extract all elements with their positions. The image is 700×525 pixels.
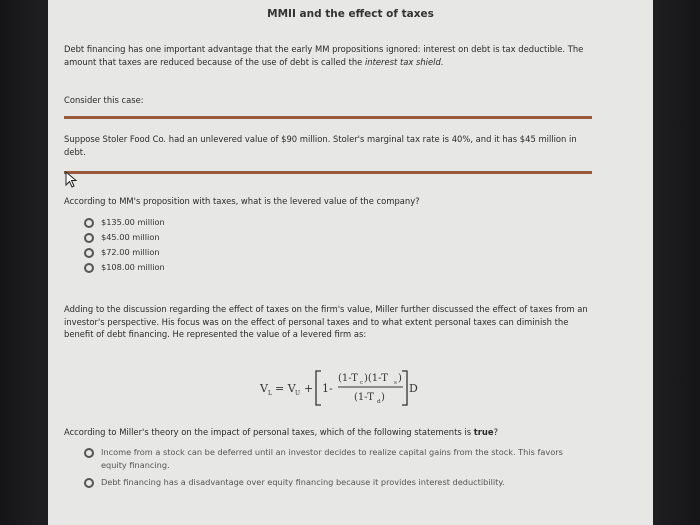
q1-option-4[interactable] <box>84 261 165 274</box>
q1-option-3[interactable] <box>84 246 160 259</box>
formula-num-a: (1-T <box>338 373 358 384</box>
formula-lhs-sub: L <box>268 390 272 397</box>
formula-eq: = V <box>275 382 296 395</box>
radio-icon[interactable] <box>84 218 94 228</box>
intro-paragraph <box>64 43 586 68</box>
question-panel <box>48 0 653 525</box>
formula-v-sub: U <box>295 390 301 397</box>
page-title: MMII and the effect of taxes <box>267 8 434 20</box>
formula-d: D <box>409 382 418 395</box>
formula-den-sub: d <box>377 399 381 405</box>
mouse-cursor-icon <box>65 171 79 188</box>
radio-icon[interactable] <box>84 478 94 488</box>
q1-option-2[interactable] <box>84 231 160 244</box>
miller-paragraph: Adding to the discussion regarding the effect of taxes on the firm's value, Miller further discussed the effect of taxes from an investor's perspective. His focus was on the effect of personal taxes and to what extent personal taxes can diminish the benefit of debt financing. He represented the value of a levered firm as: <box>64 304 588 339</box>
radio-icon[interactable] <box>84 248 94 258</box>
formula-num-sub-s: s <box>394 380 397 386</box>
q2-option-2-label: Debt financing has a disadvantage over equity financing because it provides interest deductibility. <box>101 477 505 488</box>
radio-icon[interactable] <box>84 233 94 243</box>
divider-bottom <box>64 171 592 174</box>
intro-text: Debt financing has one important advantage that the early MM propositions ignored: interest on debt is tax deductible. The amount that taxes are reduced because of the use of debt is called the <box>64 44 584 67</box>
formula-lhs: V <box>260 382 268 395</box>
radio-icon[interactable] <box>84 263 94 273</box>
q1-option-1-label: $135.00 million <box>101 217 165 228</box>
formula-plus: + <box>304 382 314 395</box>
q1-option-3-label: $72.00 million <box>101 247 160 258</box>
q1-option-1[interactable] <box>84 216 165 229</box>
radio-icon[interactable] <box>84 448 94 458</box>
question-2-text: According to Miller's theory on the impact of personal taxes, which of the following statements is <box>64 427 474 437</box>
formula-den: (1-T <box>354 392 374 403</box>
intro-end: . <box>440 56 444 67</box>
divider-top <box>64 116 592 119</box>
q1-option-4-label: $108.00 million <box>101 262 165 273</box>
q2-option-1-label: Income from a stock can be deferred until an investor decides to realize capital gains from the stock. This favors equity financing. <box>101 447 563 470</box>
q2-option-2[interactable] <box>84 476 574 489</box>
question-2-bold: true <box>473 427 494 437</box>
formula-den-end: ) <box>381 392 385 403</box>
question-1: According to MM's proposition with taxes, what is the levered value of the company? <box>64 196 420 206</box>
question-2-end: ? <box>493 427 499 437</box>
question-2 <box>64 426 586 439</box>
formula-graphic <box>258 365 418 409</box>
intro-term: interest tax shield <box>364 56 441 67</box>
q1-option-2-label: $45.00 million <box>101 232 160 243</box>
miller-formula <box>258 365 418 409</box>
formula-num-end: ) <box>398 373 402 384</box>
formula-num-b: )(1-T <box>364 373 388 384</box>
formula-one-minus: 1- <box>322 382 333 395</box>
formula-num-sub-c: c <box>360 380 364 386</box>
case-text: Suppose Stoler Food Co. had an unlevered value of $90 million. Stoler's marginal tax rate is 40%, and it has $45 million in debt. <box>64 134 577 157</box>
q2-option-1[interactable] <box>84 446 574 471</box>
consider-label: Consider this case: <box>64 95 144 105</box>
